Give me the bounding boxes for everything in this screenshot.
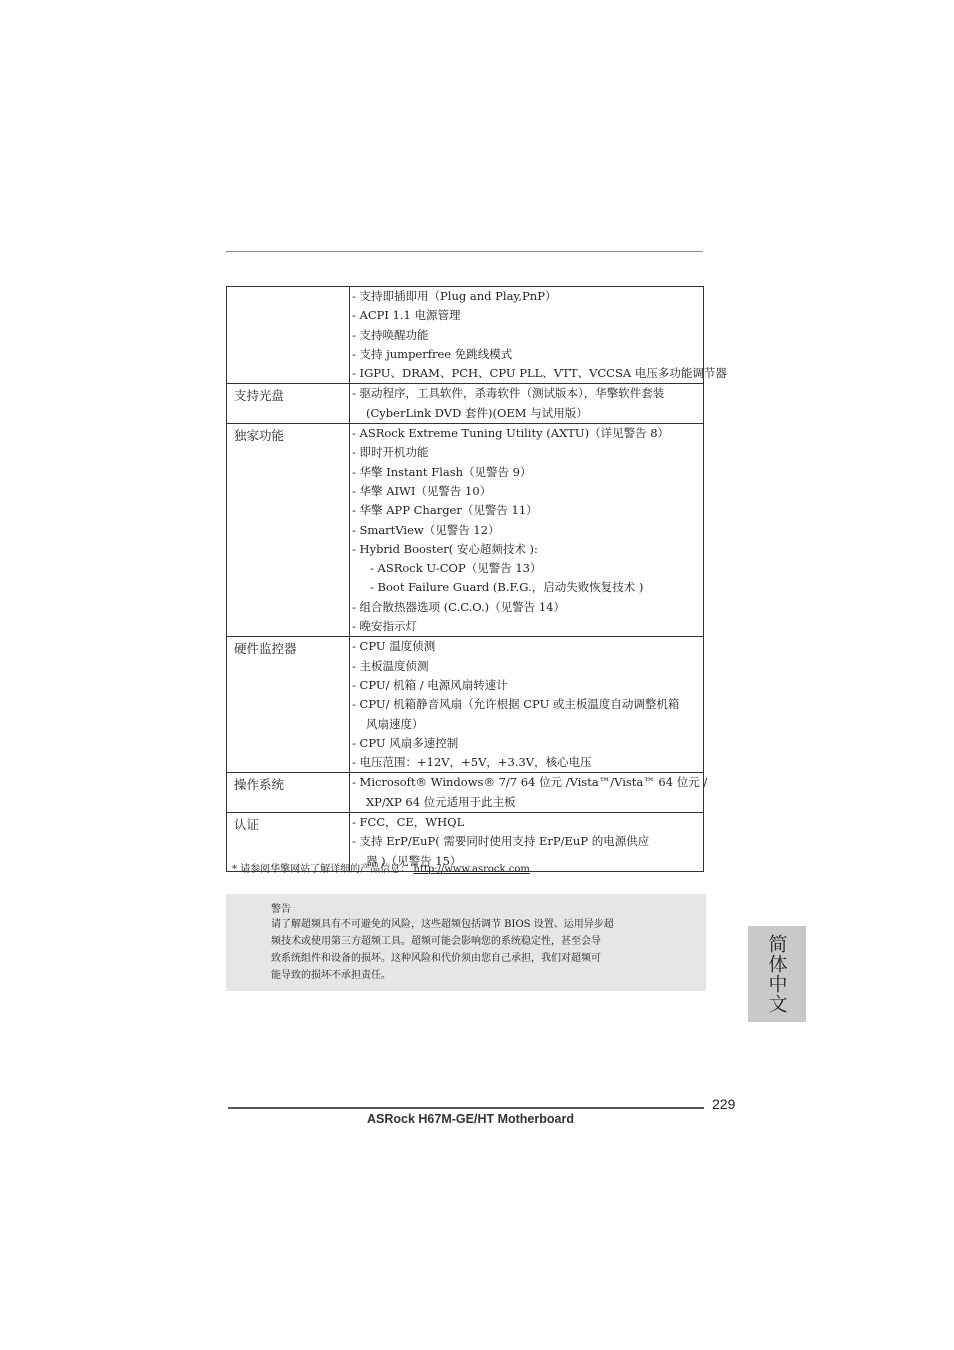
list-item: - 组合散热器选项 (C.C.O.)（见警告 14）: [352, 599, 565, 614]
asrock-website-link[interactable]: http://www.asrock.com: [413, 864, 530, 875]
footer-title: ASRock H67M-GE/HT Motherboard: [367, 1112, 574, 1126]
table-row: [227, 384, 704, 424]
row-label: 独家功能: [227, 424, 350, 637]
list-item: - 晚安指示灯: [352, 619, 418, 634]
list-item: - 驱动程序，工具软件，杀毒软件（测试版本），华擎软件套装: [352, 386, 665, 401]
list-item: - Hybrid Booster( 安心超频技术 ):: [352, 541, 538, 556]
warning-body: [271, 916, 614, 984]
language-side-tab: [748, 926, 806, 1022]
list-item: - 支持 ErP/EuP( 需要同时使用支持 ErP/EuP 的电源供应: [352, 834, 650, 849]
list-item: 风扇速度）: [366, 716, 424, 731]
warning-line: 致系统组件和设备的损坏。这种风险和代价须由您自己承担，我们对超频可: [271, 953, 601, 964]
list-item: - 华擎 APP Charger（见警告 11）: [352, 503, 538, 518]
list-item: - 电压范围：+12V，+5V，+3.3V，核心电压: [352, 755, 592, 770]
list-item: - 华擎 Instant Flash（见警告 9）: [352, 464, 532, 479]
table-row: [227, 773, 704, 813]
table-row: [227, 424, 704, 637]
footnote: [232, 863, 530, 877]
row-label: [227, 287, 350, 384]
list-item: 器 )（见警告 15）: [366, 853, 462, 868]
list-item: - CPU 风扇多速控制: [352, 735, 459, 750]
list-item: - 支持即插即用（Plug and Play,PnP）: [352, 289, 557, 303]
list-item: - SmartView（见警告 12）: [352, 522, 500, 537]
footnote-text: * 请参阅华擎网站了解详细的产品信息：: [232, 864, 411, 875]
list-item: - Microsoft® Windows® 7/7 64 位元 /Vista™/Vista™ 64 位元 /: [352, 775, 708, 790]
list-item: - 支持唤醒功能: [352, 327, 429, 342]
list-item: - FCC，CE，WHQL: [352, 815, 465, 830]
warning-line: 能导致的损坏不承担责任。: [271, 970, 391, 981]
row-items: [350, 384, 704, 424]
list-item: - ASRock U-COP（见警告 13）: [370, 561, 542, 576]
warning-line: 请了解超频具有不可避免的风险，这些超频包括调节 BIOS 设置、运用异步超: [271, 919, 614, 930]
list-item: - Boot Failure Guard (B.F.G.，启动失败恢复技术 ): [370, 580, 644, 595]
row-label: 支持光盘: [227, 384, 350, 424]
warning-box: [226, 894, 706, 991]
list-item: - CPU/ 机箱 / 电源风扇转速计: [352, 677, 508, 692]
list-item: - 支持 jumperfree 免跳线模式: [352, 346, 513, 361]
list-item: XP/XP 64 位元适用于此主板: [366, 794, 516, 809]
list-item: - ACPI 1.1 电源管理: [352, 308, 461, 323]
row-label: 操作系统: [227, 773, 350, 813]
list-item: - ASRock Extreme Tuning Utility (AXTU)（详见警告 8）: [352, 426, 670, 441]
footer-divider: [228, 1107, 704, 1109]
table-row: [227, 287, 704, 384]
list-item: - 主板温度侦测: [352, 658, 429, 673]
row-label: 认证: [227, 813, 350, 872]
list-item: - IGPU、DRAM、PCH、CPU PLL、VTT、VCCSA 电压多功能调节器: [352, 366, 727, 381]
row-items: [350, 637, 704, 773]
spec-table: [226, 286, 727, 872]
row-items: [350, 287, 727, 384]
warning-line: 频技术或使用第三方超频工具。超频可能会影响您的系统稳定性，甚至会导: [271, 936, 601, 947]
list-item: - CPU/ 机箱静音风扇（允许根据 CPU 或主板温度自动调整机箱: [352, 697, 680, 712]
warning-title: 警告: [271, 904, 291, 915]
list-item: - 即时开机功能: [352, 445, 429, 460]
row-label: 硬件监控器: [227, 637, 350, 773]
list-item: - 华擎 AIWI（见警告 10）: [352, 483, 492, 498]
language-tab-label: 简体中文: [765, 934, 788, 1014]
list-item: - CPU 温度侦测: [352, 639, 436, 654]
top-divider: [226, 251, 703, 252]
list-item: (CyberLink DVD 套件)(OEM 与试用版）: [366, 405, 588, 420]
page-number: 229: [712, 1096, 736, 1112]
table-row: [227, 637, 704, 773]
row-items: [350, 424, 704, 637]
row-items: [350, 773, 708, 813]
